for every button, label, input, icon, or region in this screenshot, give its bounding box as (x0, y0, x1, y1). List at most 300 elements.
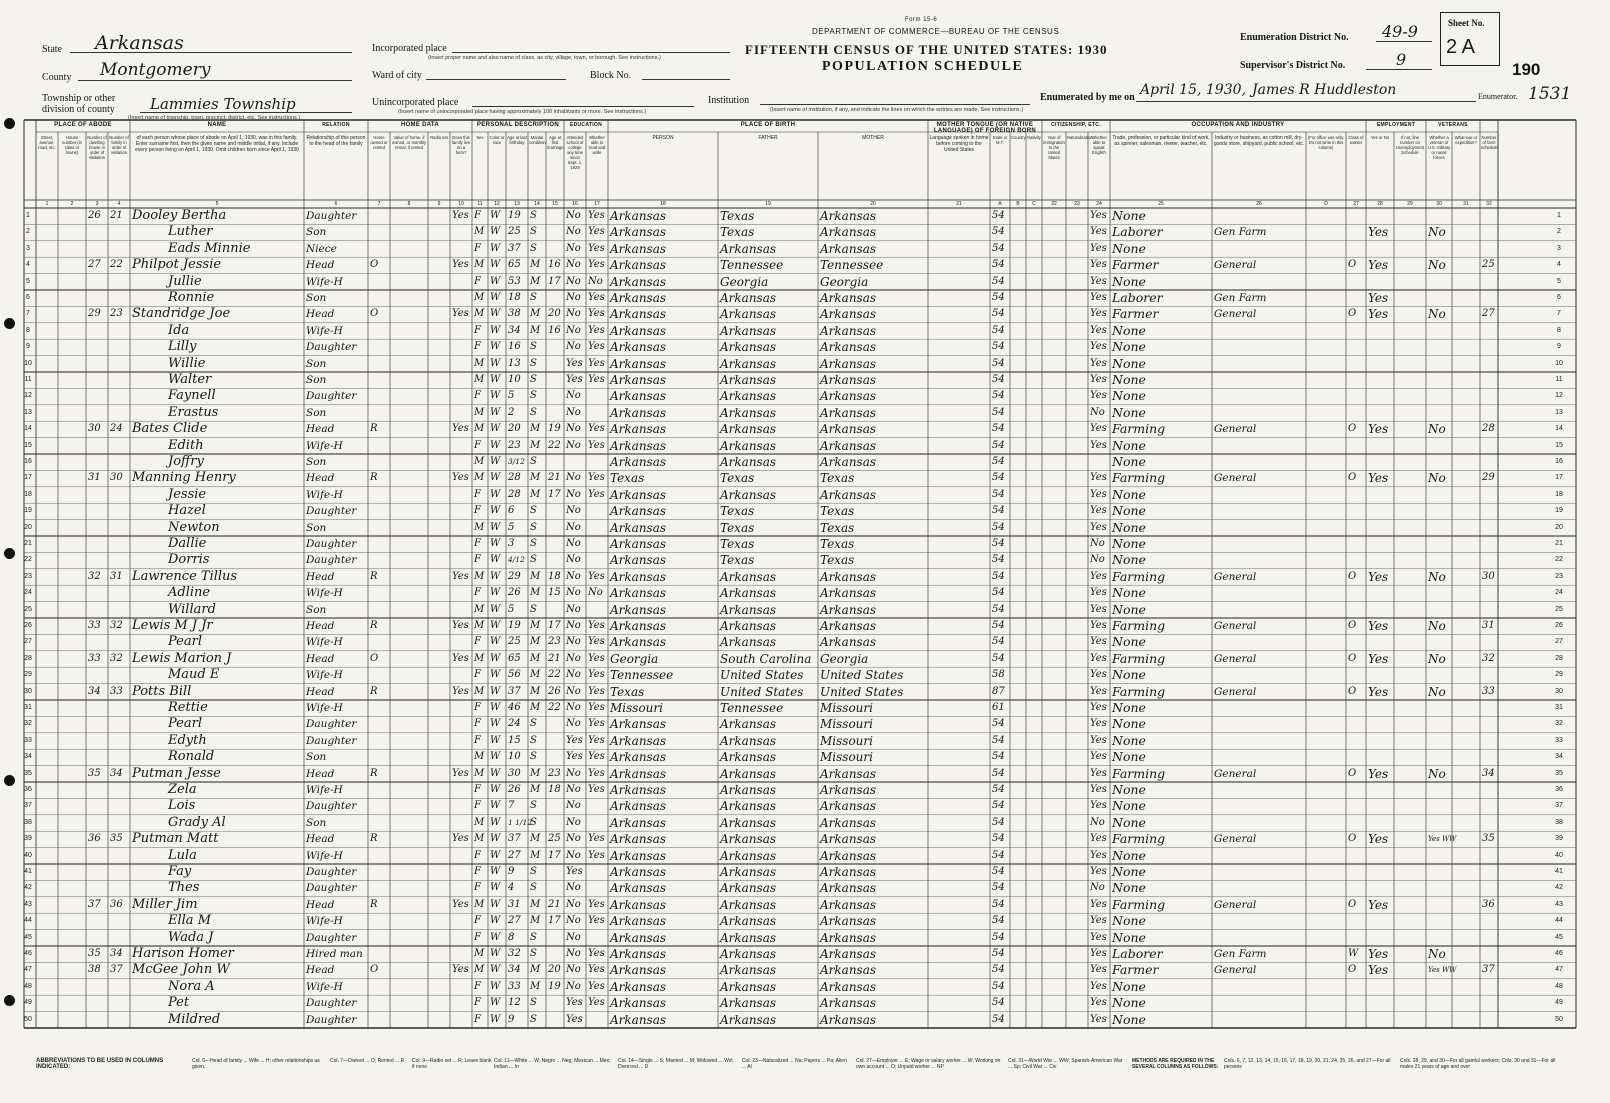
cell-relation: Head (306, 620, 335, 632)
cell-age: 12 (508, 997, 521, 1009)
cell-color: W (490, 423, 501, 435)
cell-read: Yes (588, 620, 605, 631)
cell-mother: Arkansas (820, 947, 877, 961)
cell-marital: S (530, 357, 537, 369)
cell-english: Yes (1090, 734, 1107, 746)
line-number-right: 14 (1555, 425, 1563, 433)
line-number-right: 39 (1555, 835, 1563, 843)
cell-age: 28 (508, 472, 521, 484)
cell-occupation: None (1112, 454, 1146, 469)
cell-color: W (490, 734, 501, 746)
line-number-left: 35 (24, 769, 32, 777)
cell-owned: R (370, 685, 378, 697)
cell-mother: Arkansas (820, 373, 877, 387)
group-header-personal: PERSONAL DESCRIPTION (477, 122, 559, 128)
cell-age: 29 (508, 570, 521, 582)
line-number-left: 43 (24, 900, 32, 908)
cell-age: 5 (508, 521, 515, 533)
cell-marital: M (530, 636, 541, 648)
cell-age: 8 (508, 931, 515, 943)
cell-father: Arkansas (720, 602, 777, 617)
cell-relation: Head (306, 767, 335, 780)
cell-marital: S (530, 603, 537, 615)
line-number-right: 34 (1555, 753, 1563, 761)
stamp-number: 190 (1512, 60, 1541, 79)
line-number-left: 22 (24, 556, 32, 564)
cell-code: 54 (992, 570, 1005, 582)
cell-read: Yes (588, 784, 605, 795)
cell-father: Arkansas (720, 356, 777, 371)
cell-sex: M (474, 570, 485, 582)
column-number: 30 (1436, 201, 1442, 207)
column-header-name: of each person whose place of abode on April 1, 1930, was in this family. Enter surname first, then the given name and middle initial, if any. Include every person living on April 1, 1930. Omit children born since April 1, 1930 (135, 135, 299, 153)
cell-name: Manning Henry (132, 470, 236, 486)
cell-work: Yes (1368, 947, 1389, 961)
table-row (0, 241, 1610, 257)
cell-read: Yes (588, 308, 605, 320)
cell-class: O (1348, 570, 1357, 582)
line-number-left: 12 (24, 392, 32, 400)
cell-father: Texas (720, 520, 755, 535)
cell-english: Yes (1090, 374, 1107, 385)
cell-industry: General (1214, 570, 1257, 583)
cell-english: Yes (1090, 357, 1107, 369)
cell-english: Yes (1090, 210, 1107, 221)
cell-english: Yes (1090, 390, 1107, 402)
cell-father: Arkansas (720, 799, 777, 814)
cell-occupation: None (1112, 585, 1146, 601)
cell-code: 54 (992, 833, 1005, 845)
cell-marital: M (530, 898, 541, 910)
cell-relation: Son (306, 406, 327, 419)
cell-name: Walter (168, 372, 212, 387)
cell-english: Yes (1090, 849, 1107, 861)
cell-birth: Arkansas (610, 241, 667, 256)
cell-age: 3/12 (508, 457, 525, 466)
cell-code: 54 (992, 505, 1005, 517)
cell-class: O (1348, 620, 1357, 631)
cell-sex: F (474, 669, 481, 681)
table-row (0, 339, 1610, 355)
table-row (0, 848, 1610, 864)
line-number-right: 46 (1555, 950, 1563, 957)
cell-marital: S (530, 374, 537, 385)
cell-owned: O (370, 308, 379, 320)
cell-read: Yes (588, 702, 605, 713)
cell-mother: Arkansas (820, 487, 877, 502)
cell-veteran: No (1428, 569, 1446, 584)
line-number-left: 5 (26, 277, 30, 285)
table-row (0, 880, 1610, 896)
block-label: Block No. (590, 70, 632, 81)
line-number-left: 9 (26, 343, 30, 351)
cell-sex: F (474, 702, 481, 713)
cell-name: Dooley Bertha (132, 208, 227, 223)
cell-birth: Arkansas (610, 963, 667, 978)
line-number-left: 40 (24, 851, 32, 859)
line-number-left: 42 (24, 884, 32, 892)
cell-color: W (490, 702, 501, 713)
line-number-right: 30 (1555, 687, 1563, 695)
cell-dwelling: 33 (88, 652, 101, 664)
cell-read: Yes (588, 242, 605, 254)
line-number-right: 5 (1557, 277, 1561, 285)
cell-english: Yes (1090, 521, 1107, 533)
line-number-right: 8 (1557, 326, 1561, 334)
cell-color: W (490, 669, 501, 681)
cell-birth: Arkansas (610, 520, 667, 535)
cell-marital: M (530, 308, 541, 320)
cell-code: 54 (992, 767, 1005, 779)
cell-sex: M (474, 308, 485, 320)
cell-code: 54 (992, 324, 1005, 336)
cell-work: Yes (1368, 225, 1389, 240)
cell-color: W (490, 308, 501, 320)
cell-read: Yes (588, 488, 605, 500)
cell-birth: Arkansas (610, 947, 667, 961)
cell-farm: Yes (452, 259, 469, 271)
cell-dwelling: 26 (88, 210, 101, 221)
cell-mother: Tennessee (820, 258, 884, 273)
cell-owned: O (370, 964, 379, 976)
cell-industry: General (1214, 767, 1257, 780)
column-header-street: Street, avenue, road, etc. (38, 135, 56, 150)
cell-color: W (490, 685, 501, 697)
cell-farm-no: 34 (1482, 767, 1495, 779)
table-row (0, 749, 1610, 765)
cell-color: W (490, 718, 501, 730)
column-header-farm: Does this family live on a farm? (451, 135, 471, 155)
cell-age-married: 25 (548, 833, 561, 845)
cell-birth: Arkansas (610, 848, 667, 863)
cell-read: Yes (588, 849, 605, 861)
table-row (0, 470, 1610, 486)
cell-occupation: Farming (1112, 618, 1166, 633)
cell-age-married: 16 (548, 324, 561, 336)
cell-marital: S (530, 341, 537, 353)
cell-sex: M (474, 456, 485, 467)
table-row (0, 815, 1610, 831)
cell-father: Arkansas (720, 881, 777, 896)
cell-english: Yes (1090, 751, 1107, 763)
cell-age: 37 (508, 685, 521, 697)
cell-class: O (1348, 423, 1357, 435)
cell-mother: Arkansas (820, 897, 877, 912)
cell-age-married: 22 (548, 702, 561, 713)
cell-color: W (490, 882, 501, 894)
cell-work: Yes (1368, 569, 1389, 584)
cell-dwelling: 38 (88, 964, 101, 976)
cell-occupation: None (1112, 700, 1146, 715)
cell-school: Yes (566, 357, 583, 369)
cell-industry: General (1214, 259, 1257, 272)
cell-age-married: 18 (548, 784, 561, 795)
cell-class: O (1348, 964, 1357, 976)
cell-class: W (1348, 948, 1359, 959)
cell-sex: F (474, 1013, 481, 1025)
group-header-citizenship: CITIZENSHIP, ETC. (1051, 122, 1101, 128)
line-number-left: 31 (24, 704, 32, 711)
cell-age: 53 (508, 275, 521, 287)
cell-name: Rettie (168, 700, 208, 715)
cell-code: 54 (992, 718, 1005, 730)
column-header-house_num: House number (in cities or towns) (61, 135, 82, 155)
cell-marital: S (530, 505, 537, 517)
cell-age: 15 (508, 734, 521, 746)
column-number: 18 (660, 201, 666, 207)
cell-sex: M (474, 357, 485, 369)
cell-marital: S (530, 718, 537, 730)
cell-sex: M (474, 472, 485, 484)
cell-birth: Arkansas (610, 274, 667, 289)
cell-birth: Arkansas (610, 455, 667, 469)
column-header-code_nativity: Nativity (1027, 135, 1041, 140)
cell-school: No (566, 702, 581, 713)
cell-father: Arkansas (720, 947, 777, 961)
note-col7: Col. 7—Owned ... O; Rented ... R (330, 1058, 405, 1064)
cell-read: Yes (588, 226, 605, 238)
cell-read: Yes (588, 570, 605, 582)
cell-marital: M (530, 784, 541, 795)
column-header-radio: Radio set (430, 135, 448, 140)
column-number: 20 (870, 201, 876, 207)
cell-english: Yes (1090, 718, 1107, 730)
cell-school: No (566, 521, 581, 533)
cell-school: No (566, 948, 581, 959)
cell-occupation: None (1112, 536, 1146, 551)
cell-work: Yes (1368, 619, 1389, 633)
cell-school: No (566, 242, 581, 254)
table-row (0, 1012, 1610, 1028)
table-row (0, 913, 1610, 929)
cell-code: 54 (992, 603, 1005, 615)
column-number: 6 (334, 201, 338, 207)
cell-english: Yes (1090, 324, 1107, 336)
cell-father: Arkansas (720, 455, 777, 469)
cell-read: Yes (588, 734, 605, 746)
cell-read: Yes (588, 948, 605, 959)
cell-school: No (566, 652, 581, 664)
column-number: 11 (477, 201, 483, 207)
cell-age: 34 (508, 324, 521, 336)
cell-marital: S (530, 800, 537, 812)
cell-english: Yes (1090, 964, 1107, 976)
cell-work: Yes (1368, 963, 1389, 978)
cell-birth: Arkansas (610, 389, 667, 404)
cell-marital: S (530, 538, 537, 549)
cell-code: 54 (992, 439, 1005, 451)
line-number-left: 18 (24, 490, 32, 498)
cell-sex: M (474, 751, 485, 763)
column-number: 12 (494, 201, 500, 207)
cell-code: 54 (992, 275, 1005, 287)
cell-mother: Arkansas (820, 799, 877, 814)
column-header-code: State or M.T. (992, 135, 1008, 145)
cell-marital: M (530, 652, 541, 664)
cell-name: Adline (168, 585, 211, 601)
cell-father: Arkansas (720, 979, 777, 994)
cell-farm-no: 32 (1482, 652, 1495, 664)
cell-father: Arkansas (720, 996, 777, 1011)
cell-english: Yes (1090, 242, 1107, 254)
cell-school: No (566, 308, 581, 320)
cell-industry: General (1214, 308, 1257, 321)
cell-relation: Head (306, 685, 335, 698)
cell-name: Maud E (168, 667, 220, 683)
cell-age-married: 17 (548, 488, 561, 500)
cell-code: 54 (992, 620, 1005, 631)
cell-color: W (490, 210, 501, 221)
column-header-marital: Marital condition (529, 135, 546, 145)
cell-sex: F (474, 488, 481, 500)
line-number-right: 9 (1557, 343, 1561, 351)
column-number: 9 (437, 201, 441, 207)
column-header-relation: Relationship of this person to the head of the family (306, 135, 366, 147)
cell-occupation: None (1112, 437, 1146, 453)
cell-relation: Son (306, 751, 327, 764)
cell-marital: M (530, 423, 541, 435)
cell-family: 34 (110, 948, 123, 959)
cell-age: 34 (508, 964, 521, 976)
cell-age: 32 (508, 948, 521, 959)
cell-read: Yes (588, 341, 605, 353)
cell-sex: M (474, 226, 485, 238)
cell-dwelling: 37 (88, 898, 101, 910)
cell-code: 61 (992, 702, 1005, 713)
cell-english: No (1090, 538, 1105, 549)
table-row (0, 979, 1610, 995)
cell-age: 25 (508, 226, 521, 238)
cell-mother: Texas (820, 553, 855, 568)
cell-birth: Arkansas (610, 438, 667, 453)
cell-sex: M (474, 374, 485, 385)
group-header-veterans: VETERANS (1438, 122, 1468, 128)
cell-code: 54 (992, 866, 1005, 877)
cell-father: Arkansas (720, 586, 777, 601)
cell-sex: M (474, 652, 485, 664)
line-number-right: 31 (1555, 704, 1563, 711)
cell-marital: M (530, 472, 541, 484)
column-number: 19 (765, 201, 771, 207)
cell-school: No (566, 226, 581, 238)
column-header-class: Class of worker (1348, 135, 1364, 145)
cell-sex: F (474, 210, 481, 221)
line-number-right: 38 (1555, 818, 1563, 826)
line-number-left: 6 (26, 294, 30, 301)
cell-relation: Son (306, 292, 327, 304)
cell-relation: Head (306, 833, 335, 846)
cell-relation: Wife-H (306, 915, 343, 928)
cell-work: Yes (1368, 291, 1389, 305)
cell-veteran: No (1428, 422, 1446, 437)
cell-school: No (566, 800, 581, 812)
column-number: 26 (1256, 201, 1262, 207)
cell-color: W (490, 538, 501, 549)
cell-marital: S (530, 390, 537, 402)
cell-name: Dallie (168, 536, 207, 551)
cell-age: 19 (508, 210, 521, 221)
cell-english: Yes (1090, 669, 1107, 681)
cell-name: Lawrence Tillus (132, 568, 238, 584)
column-header-owned: Home owned or rented (370, 135, 388, 150)
cell-name: Dorris (168, 552, 210, 568)
cell-veteran: No (1428, 651, 1446, 666)
cell-english: Yes (1090, 652, 1107, 664)
line-number-left: 25 (24, 605, 32, 613)
cell-english: Yes (1090, 898, 1107, 910)
cell-occupation: None (1112, 372, 1146, 387)
cell-occupation: Farming (1112, 470, 1166, 486)
cell-school: No (566, 620, 581, 631)
cell-relation: Daughter (306, 210, 357, 222)
cell-father: United States (720, 684, 804, 699)
table-row (0, 798, 1610, 814)
ward-label: Ward of city (372, 70, 422, 81)
cell-dwelling: 31 (88, 472, 101, 484)
cell-relation: Wife-H (306, 587, 343, 600)
line-number-left: 37 (24, 802, 32, 810)
cell-veteran: Yes WW (1428, 966, 1457, 975)
cell-code: 87 (992, 685, 1005, 697)
line-number-right: 23 (1555, 572, 1563, 580)
cell-birth: Arkansas (610, 405, 667, 420)
cell-sex: F (474, 390, 481, 402)
cell-school: No (566, 554, 581, 566)
cell-farm-no: 29 (1482, 472, 1495, 484)
table-row (0, 536, 1610, 552)
cell-name: Nora A (168, 978, 215, 994)
cell-age: 3 (508, 538, 515, 549)
cell-class: O (1348, 685, 1357, 697)
cell-birth: Missouri (610, 701, 663, 715)
township-label-2: division of county (42, 104, 115, 115)
cell-relation: Head (306, 652, 335, 665)
column-number: 21 (956, 201, 962, 207)
table-row (0, 552, 1610, 568)
cell-occupation: None (1112, 486, 1146, 502)
cell-father: Arkansas (720, 241, 777, 256)
cell-owned: O (370, 652, 379, 664)
cell-name: Bates Clide (132, 421, 208, 437)
cell-english: Yes (1090, 948, 1107, 959)
cell-birth: Arkansas (610, 881, 667, 896)
cell-code: 54 (992, 734, 1005, 746)
cell-birth: Arkansas (610, 717, 667, 732)
cell-dwelling: 32 (88, 570, 101, 582)
cell-code: 54 (992, 226, 1005, 238)
cell-relation: Son (306, 816, 327, 829)
cell-school: No (566, 816, 581, 828)
cell-occupation: None (1112, 913, 1146, 929)
cell-english: No (1090, 406, 1105, 418)
cell-class: O (1348, 767, 1357, 779)
cell-occupation: None (1112, 995, 1146, 1011)
cell-school: No (566, 341, 581, 353)
cell-name: Lois (168, 798, 196, 814)
cell-dwelling: 33 (88, 620, 101, 631)
cell-father: Georgia (720, 274, 769, 289)
cell-sex: F (474, 915, 481, 927)
line-number-left: 29 (24, 671, 32, 679)
line-number-right: 36 (1555, 786, 1563, 793)
line-number-left: 46 (24, 950, 32, 957)
cell-birth: Arkansas (610, 586, 667, 601)
cell-school: No (566, 275, 581, 287)
line-number-left: 13 (24, 408, 32, 416)
cell-occupation: None (1112, 847, 1146, 863)
table-row (0, 962, 1610, 978)
cell-mother: Arkansas (820, 963, 877, 978)
